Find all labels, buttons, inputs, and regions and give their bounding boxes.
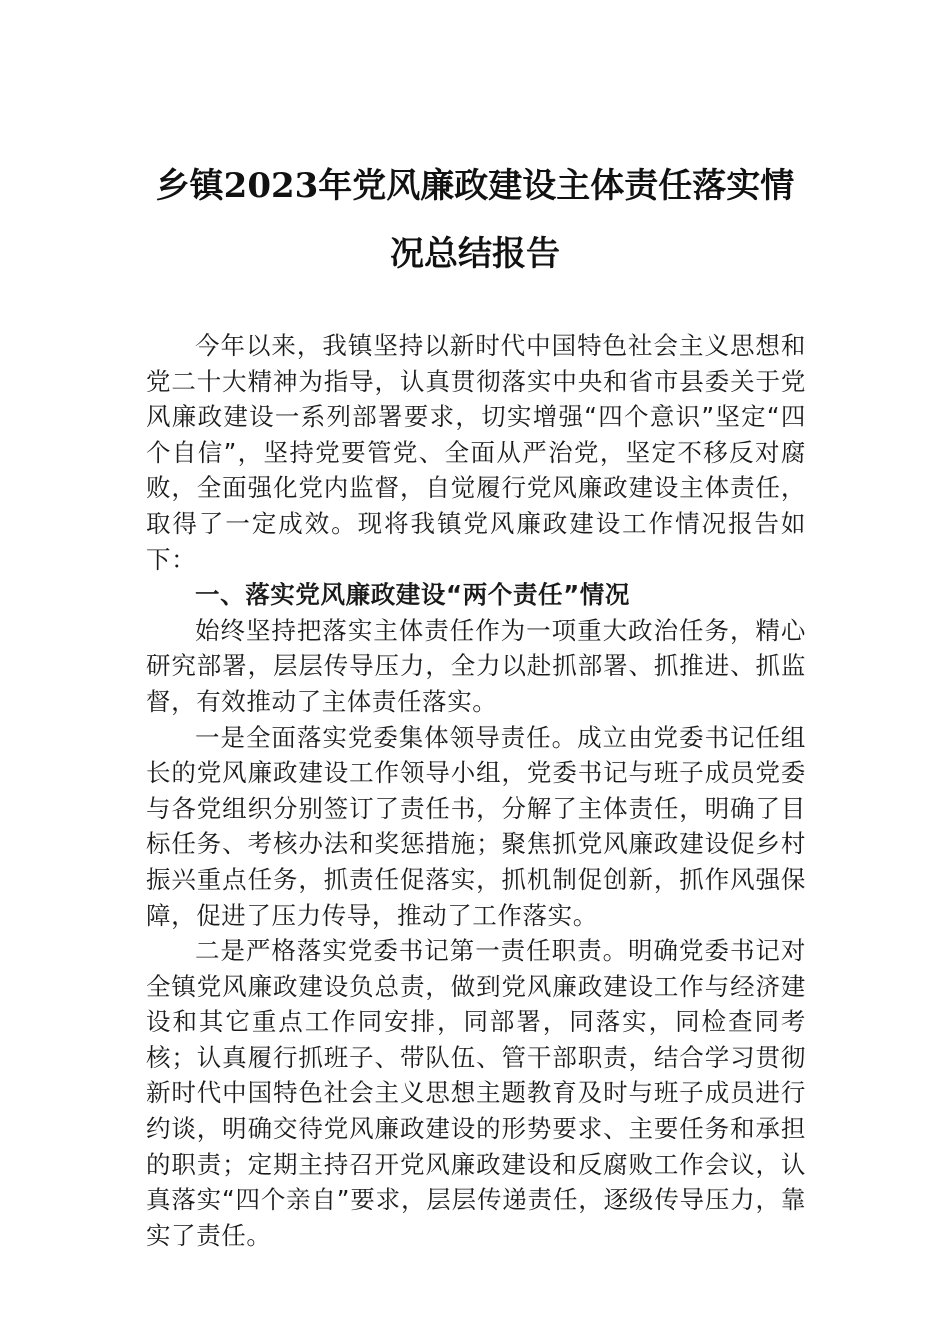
point-2-paragraph: 二是严格落实党委书记第一责任职责。明确党委书记对全镇党风廉政建设负总责，做到党风廉政建设工作与经济建设和其它重点工作同安排，同部署，同落实，同检查同考核；认真履行抓班子、带队伍、管干部职责，结合学习贯彻新时代中国特色社会主义思想主题教育及时与班子成员进行约谈，明确交待党风廉政建设的形势要求、主要任务和承担的职责；定期主持召开党风廉政建设和反腐败工作会议，认真落实“四个亲自”要求，层层传递责任，逐级传导压力，靠实了责任。	[146, 936, 806, 1250]
intro-paragraph: 今年以来，我镇坚持以新时代中国特色社会主义思想和党二十大精神为指导，认真贯彻落实中央和省市县委关于党风廉政建设一系列部署要求，切实增强“四个意识”坚定“四个自信”，坚持党要管党、全面从严治党，坚定不移反对腐败，全面强化党内监督，自觉履行党风廉政建设主体责任，取得了一定成效。现将我镇党风廉政建设工作情况报告如下：	[146, 331, 806, 574]
document-body	[146, 328, 806, 1253]
document-title-line-2: 况总结报告	[390, 234, 560, 274]
section-1-summary-paragraph: 始终坚持把落实主体责任作为一项重大政治任务，精心研究部署，层层传导压力，全力以赴抓部署、抓推进、抓监督，有效推动了主体责任落实。	[146, 615, 806, 716]
point-1-paragraph: 一是全面落实党委集体领导责任。成立由党委书记任组长的党风廉政建设工作领导小组，党委书记与班子成员党委与各党组织分别签订了责任书，分解了主体责任，明确了目标任务、考核办法和奖惩措施；聚焦抓党风廉政建设促乡村振兴重点任务，抓责任促落实，抓机制促创新，抓作风强保障，促进了压力传导，推动了工作落实。	[146, 722, 806, 930]
section-heading-1: 一、落实党风廉政建设“两个责任”情况	[195, 580, 631, 610]
document-title-line-1: 乡镇2023年党风廉政建设主体责任落实情	[155, 166, 795, 206]
